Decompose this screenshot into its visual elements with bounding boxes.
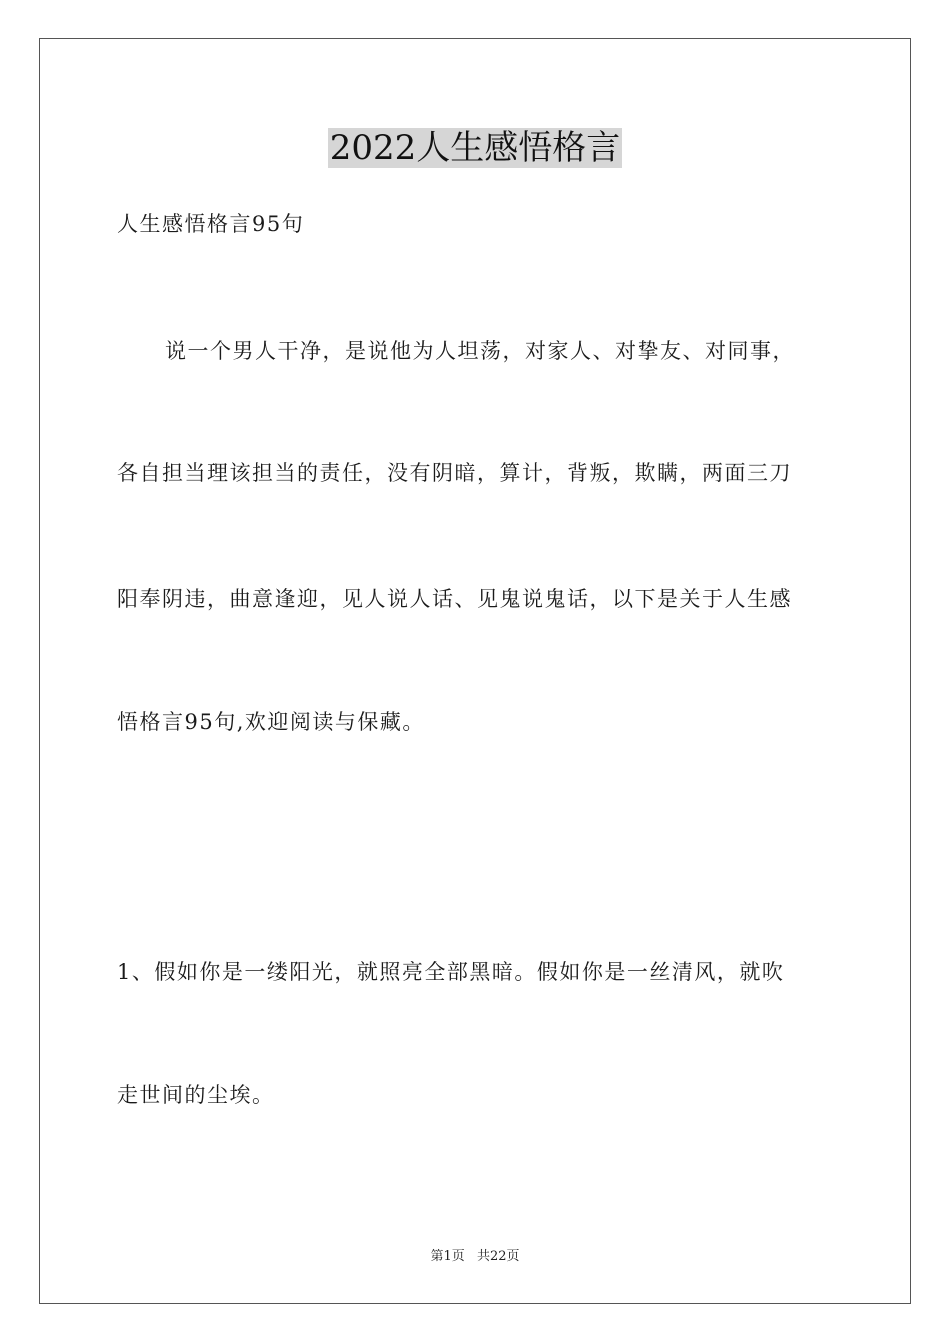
item-line: 走世间的尘埃。 <box>117 1083 275 1107</box>
intro-line: 各自担当理该担当的责任，没有阴暗，算计，背叛，欺瞒，两面三刀 <box>117 461 792 485</box>
document-subtitle: 人生感悟格言95句 <box>117 212 305 236</box>
intro-line: 说一个男人干净，是说他为人坦荡，对家人、对挚友、对同事， <box>165 339 795 363</box>
page-footer <box>0 1248 950 1266</box>
title-container <box>0 128 950 168</box>
document-title: 2022人生感悟格言 <box>329 128 621 168</box>
page-number-total: 共22页 <box>476 1249 520 1264</box>
page-number-current: 第1页 <box>430 1249 465 1264</box>
item-line: 1、假如你是一缕阳光，就照亮全部黑暗。假如你是一丝清风，就吹 <box>117 960 785 984</box>
intro-line: 悟格言95句,欢迎阅读与保藏。 <box>117 710 425 734</box>
intro-line: 阳奉阴违，曲意逢迎，见人说人话、见鬼说鬼话，以下是关于人生感 <box>117 587 792 611</box>
